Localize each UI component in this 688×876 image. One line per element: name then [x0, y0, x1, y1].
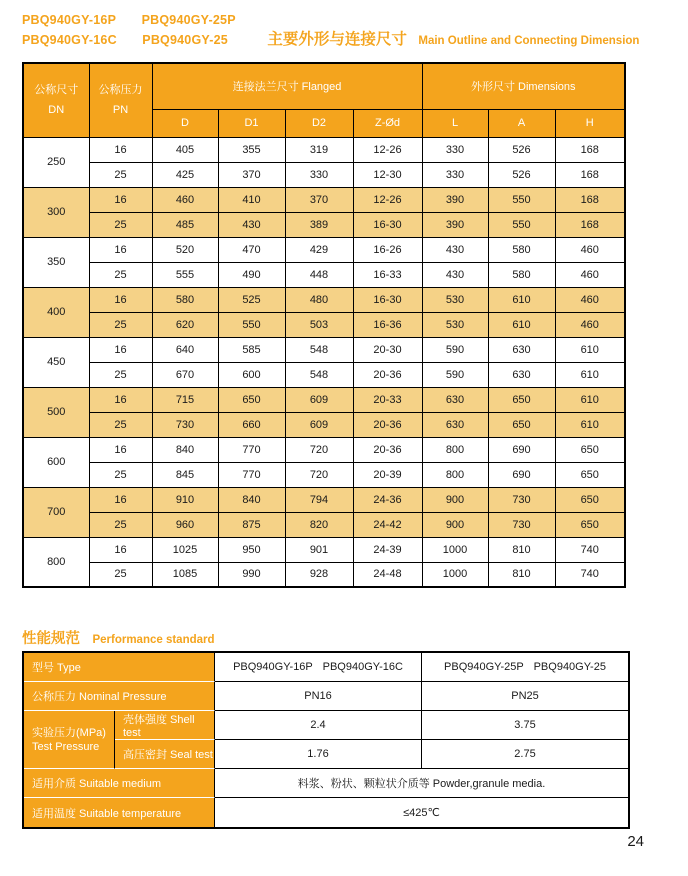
pn-cell: 16: [89, 537, 152, 562]
dimension-value-cell: 550: [218, 312, 285, 337]
pn-cell: 25: [89, 362, 152, 387]
model-code: PBQ940GY-25: [142, 33, 228, 47]
dimension-value-cell: 485: [152, 212, 218, 237]
dimension-value-cell: 730: [488, 487, 555, 512]
pn-cell: 16: [89, 137, 152, 162]
dimension-table-row: [23, 387, 625, 412]
performance-section-title: [22, 627, 215, 648]
dimension-value-cell: 460: [555, 237, 625, 262]
perf-seal-pn25-value: 2.75: [422, 740, 628, 769]
dimension-value-cell: 650: [218, 387, 285, 412]
dimension-value-cell: 20-30: [353, 337, 422, 362]
dimension-value-cell: 526: [488, 162, 555, 187]
column-header-h: H: [555, 109, 625, 137]
dimension-value-cell: 24-48: [353, 562, 422, 587]
dimension-value-cell: 520: [152, 237, 218, 262]
dimension-table-row: [23, 162, 625, 187]
dimension-value-cell: 690: [488, 437, 555, 462]
dimension-value-cell: 1025: [152, 537, 218, 562]
dimension-table-row: [23, 212, 625, 237]
dimension-value-cell: 319: [285, 137, 353, 162]
dimension-value-cell: 330: [422, 162, 488, 187]
dimension-table-row: [23, 337, 625, 362]
dimension-value-cell: 840: [218, 487, 285, 512]
dimension-table: [22, 62, 626, 588]
dimension-value-cell: 690: [488, 462, 555, 487]
dimension-value-cell: 650: [555, 512, 625, 537]
dimension-value-cell: 650: [488, 412, 555, 437]
dimension-value-cell: 429: [285, 237, 353, 262]
dimension-value-cell: 168: [555, 187, 625, 212]
perf-row-seal-test: [24, 740, 628, 769]
dimension-value-cell: 580: [152, 287, 218, 312]
dimension-table-row: [23, 462, 625, 487]
dimension-value-cell: 900: [422, 512, 488, 537]
dimension-value-cell: 630: [488, 362, 555, 387]
pn-cell: 16: [89, 387, 152, 412]
dimension-value-cell: 730: [152, 412, 218, 437]
pn-header-en: PN: [112, 103, 129, 116]
dimension-value-cell: 900: [422, 487, 488, 512]
dn-cell: 700: [23, 487, 89, 537]
dimension-value-cell: 410: [218, 187, 285, 212]
pn-header-zh: 公称压力: [98, 83, 143, 96]
dimension-value-cell: 330: [422, 137, 488, 162]
document-header: [22, 10, 639, 51]
perf-pressure-pn16: PN16: [215, 682, 422, 711]
dimension-value-cell: 610: [488, 287, 555, 312]
dn-cell: 500: [23, 387, 89, 437]
dimension-value-cell: 548: [285, 337, 353, 362]
perf-shell-pn16-value: 2.4: [215, 711, 422, 740]
column-header-l: L: [422, 109, 488, 137]
dimension-value-cell: 430: [422, 237, 488, 262]
dimension-value-cell: 610: [488, 312, 555, 337]
perf-type-pn25-models: PBQ940GY-25P PBQ940GY-25: [422, 653, 628, 682]
pn-cell: 25: [89, 212, 152, 237]
perf-pressure-pn25: PN25: [422, 682, 628, 711]
perf-row-medium: [24, 769, 628, 798]
pn-cell: 16: [89, 287, 152, 312]
dimension-value-cell: 16-30: [353, 212, 422, 237]
dimension-value-cell: 630: [422, 412, 488, 437]
perf-shell-test-label: 壳体强度 Shell test: [115, 711, 215, 740]
dimension-table-row: [23, 187, 625, 212]
pn-cell: 25: [89, 162, 152, 187]
dimension-table-row: [23, 562, 625, 587]
dimension-value-cell: 800: [422, 462, 488, 487]
dimension-value-cell: 928: [285, 562, 353, 587]
dimension-value-cell: 168: [555, 212, 625, 237]
dimension-value-cell: 24-42: [353, 512, 422, 537]
dn-header-en: DN: [48, 103, 65, 116]
dimension-value-cell: 550: [488, 187, 555, 212]
dimension-value-cell: 24-39: [353, 537, 422, 562]
dimension-table-row: [23, 412, 625, 437]
dimension-value-cell: 168: [555, 162, 625, 187]
perf-test-pressure-label: [24, 711, 115, 769]
dimension-table-row: [23, 362, 625, 387]
dimension-value-cell: 330: [285, 162, 353, 187]
dimension-value-cell: 1000: [422, 562, 488, 587]
dimension-value-cell: 16-26: [353, 237, 422, 262]
column-header-d1: D1: [218, 109, 285, 137]
perf-test-label-zh: 实验压力(MPa): [32, 726, 106, 739]
dimension-value-cell: 460: [555, 312, 625, 337]
dn-cell: 400: [23, 287, 89, 337]
dimension-value-cell: 610: [555, 387, 625, 412]
dimension-value-cell: 389: [285, 212, 353, 237]
dimension-value-cell: 430: [218, 212, 285, 237]
column-header-d2: D2: [285, 109, 353, 137]
dimension-value-cell: 555: [152, 262, 218, 287]
dimension-value-cell: 800: [422, 437, 488, 462]
dimension-value-cell: 470: [218, 237, 285, 262]
dimension-value-cell: 650: [555, 437, 625, 462]
dimension-value-cell: 525: [218, 287, 285, 312]
dn-cell: 350: [23, 237, 89, 287]
dimension-table-row: [23, 537, 625, 562]
dimension-value-cell: 590: [422, 337, 488, 362]
dimension-value-cell: 460: [152, 187, 218, 212]
perf-medium-label: 适用介质 Suitable medium: [24, 769, 215, 798]
perf-row-type: [24, 653, 628, 682]
perf-row-shell-test: [24, 711, 628, 740]
column-header-d: D: [152, 109, 218, 137]
perf-row-temperature: [24, 798, 628, 827]
perf-temperature-label: 适用温度 Suitable temperature: [24, 798, 215, 827]
dimension-value-cell: 20-36: [353, 412, 422, 437]
column-header-zod: Z-Ød: [353, 109, 422, 137]
dimension-value-cell: 526: [488, 137, 555, 162]
dimension-value-cell: 530: [422, 312, 488, 337]
pn-cell: 25: [89, 262, 152, 287]
dn-cell: 300: [23, 187, 89, 237]
dimension-table-row: [23, 237, 625, 262]
dimension-value-cell: 460: [555, 262, 625, 287]
perf-row-pressure: [24, 682, 628, 711]
dimension-value-cell: 610: [555, 412, 625, 437]
dimension-value-cell: 670: [152, 362, 218, 387]
dimension-value-cell: 24-36: [353, 487, 422, 512]
pn-cell: 25: [89, 412, 152, 437]
dimension-value-cell: 550: [488, 212, 555, 237]
dimension-value-cell: 585: [218, 337, 285, 362]
pn-cell: 25: [89, 512, 152, 537]
dimension-value-cell: 770: [218, 462, 285, 487]
pn-cell: 25: [89, 562, 152, 587]
dimension-value-cell: 490: [218, 262, 285, 287]
dimension-value-cell: 448: [285, 262, 353, 287]
dimension-table-row: [23, 262, 625, 287]
pn-cell: 25: [89, 462, 152, 487]
dimension-value-cell: 548: [285, 362, 353, 387]
dimension-value-cell: 770: [218, 437, 285, 462]
model-code: PBQ940GY-25P: [141, 13, 236, 27]
column-header-dn: [23, 63, 89, 137]
perf-seal-pn16-value: 1.76: [215, 740, 422, 769]
perf-medium-value: 料浆、粉状、颗粒状介质等 Powder,granule media.: [215, 769, 628, 798]
dimension-value-cell: 580: [488, 237, 555, 262]
dimension-value-cell: 405: [152, 137, 218, 162]
performance-title-en: Performance standard: [92, 634, 215, 646]
dimension-value-cell: 610: [555, 337, 625, 362]
dimension-value-cell: 12-30: [353, 162, 422, 187]
perf-type-pn16-models: PBQ940GY-16P PBQ940GY-16C: [215, 653, 422, 682]
dimension-value-cell: 610: [555, 362, 625, 387]
pn-cell: 25: [89, 312, 152, 337]
dimension-value-cell: 355: [218, 137, 285, 162]
performance-title-zh: 性能规范: [22, 631, 80, 647]
dimension-value-cell: 168: [555, 137, 625, 162]
dimension-value-cell: 875: [218, 512, 285, 537]
performance-table: [22, 651, 630, 829]
dimension-value-cell: 845: [152, 462, 218, 487]
dimension-value-cell: 950: [218, 537, 285, 562]
dimension-value-cell: 640: [152, 337, 218, 362]
pn-cell: 16: [89, 337, 152, 362]
dimension-value-cell: 370: [218, 162, 285, 187]
dimension-value-cell: 810: [488, 562, 555, 587]
dimension-value-cell: 609: [285, 412, 353, 437]
dimension-value-cell: 720: [285, 462, 353, 487]
column-header-pn: [89, 63, 152, 137]
dimension-value-cell: 630: [488, 337, 555, 362]
dimension-value-cell: 840: [152, 437, 218, 462]
section-title-en: Main Outline and Connecting Dimension: [418, 35, 640, 47]
dimension-value-cell: 1085: [152, 562, 218, 587]
dimension-value-cell: 609: [285, 387, 353, 412]
dimension-value-cell: 740: [555, 537, 625, 562]
dimension-value-cell: 590: [422, 362, 488, 387]
dimension-value-cell: 910: [152, 487, 218, 512]
dimension-table-row: [23, 437, 625, 462]
dimension-value-cell: 20-39: [353, 462, 422, 487]
dimension-value-cell: 425: [152, 162, 218, 187]
column-group-flanged: 连接法兰尺寸 Flanged: [152, 63, 422, 109]
perf-test-label-en: Test Pressure: [32, 740, 100, 753]
dimension-table-row: [23, 512, 625, 537]
dimension-value-cell: 630: [422, 387, 488, 412]
dimension-value-cell: 620: [152, 312, 218, 337]
dimension-value-cell: 740: [555, 562, 625, 587]
page-number: 24: [627, 833, 644, 850]
dimension-value-cell: 794: [285, 487, 353, 512]
dimension-value-cell: 12-26: [353, 137, 422, 162]
dimension-value-cell: 715: [152, 387, 218, 412]
column-group-dimensions: 外形尺寸 Dimensions: [422, 63, 625, 109]
dimension-value-cell: 960: [152, 512, 218, 537]
pn-cell: 16: [89, 487, 152, 512]
dimension-value-cell: 810: [488, 537, 555, 562]
column-header-a: A: [488, 109, 555, 137]
dimension-value-cell: 20-36: [353, 362, 422, 387]
dimension-value-cell: 660: [218, 412, 285, 437]
dimension-table-row: [23, 287, 625, 312]
dimension-value-cell: 730: [488, 512, 555, 537]
dimension-table-row: [23, 137, 625, 162]
model-code: PBQ940GY-16C: [22, 33, 117, 47]
dimension-table-row: [23, 312, 625, 337]
dimension-value-cell: 1000: [422, 537, 488, 562]
perf-shell-pn25-value: 3.75: [422, 711, 628, 740]
dimension-value-cell: 530: [422, 287, 488, 312]
dimension-value-cell: 600: [218, 362, 285, 387]
perf-temperature-value: ≤425℃: [215, 798, 628, 827]
dimension-table-row: [23, 487, 625, 512]
dimension-value-cell: 650: [488, 387, 555, 412]
dimension-table-body: [23, 137, 625, 587]
dn-header-zh: 公称尺寸: [34, 83, 79, 96]
dimension-value-cell: 16-33: [353, 262, 422, 287]
perf-type-label: 型号 Type: [24, 653, 215, 682]
dimension-value-cell: 990: [218, 562, 285, 587]
model-line-1: [22, 10, 639, 30]
dimension-value-cell: 580: [488, 262, 555, 287]
dimension-value-cell: 430: [422, 262, 488, 287]
dimension-value-cell: 390: [422, 212, 488, 237]
dimension-value-cell: 390: [422, 187, 488, 212]
dn-cell: 800: [23, 537, 89, 587]
pn-cell: 16: [89, 187, 152, 212]
dimension-value-cell: 20-33: [353, 387, 422, 412]
perf-pressure-label: 公称压力 Nominal Pressure: [24, 682, 215, 711]
perf-seal-test-label: 高压密封 Seal test: [115, 740, 215, 769]
dimension-value-cell: 16-36: [353, 312, 422, 337]
pn-cell: 16: [89, 237, 152, 262]
dimension-value-cell: 820: [285, 512, 353, 537]
dimension-value-cell: 503: [285, 312, 353, 337]
dimension-value-cell: 460: [555, 287, 625, 312]
dimension-value-cell: 12-26: [353, 187, 422, 212]
dimension-value-cell: 370: [285, 187, 353, 212]
pn-cell: 16: [89, 437, 152, 462]
dimension-value-cell: 480: [285, 287, 353, 312]
section-title-zh: 主要外形与连接尺寸: [267, 31, 407, 48]
model-code: PBQ940GY-16P: [22, 13, 117, 27]
model-line-2: [22, 30, 639, 51]
dn-cell: 250: [23, 137, 89, 187]
dimension-value-cell: 650: [555, 487, 625, 512]
dn-cell: 600: [23, 437, 89, 487]
dimension-value-cell: 650: [555, 462, 625, 487]
dimension-value-cell: 720: [285, 437, 353, 462]
dimension-value-cell: 16-30: [353, 287, 422, 312]
dimension-value-cell: 901: [285, 537, 353, 562]
dimension-value-cell: 20-36: [353, 437, 422, 462]
dn-cell: 450: [23, 337, 89, 387]
